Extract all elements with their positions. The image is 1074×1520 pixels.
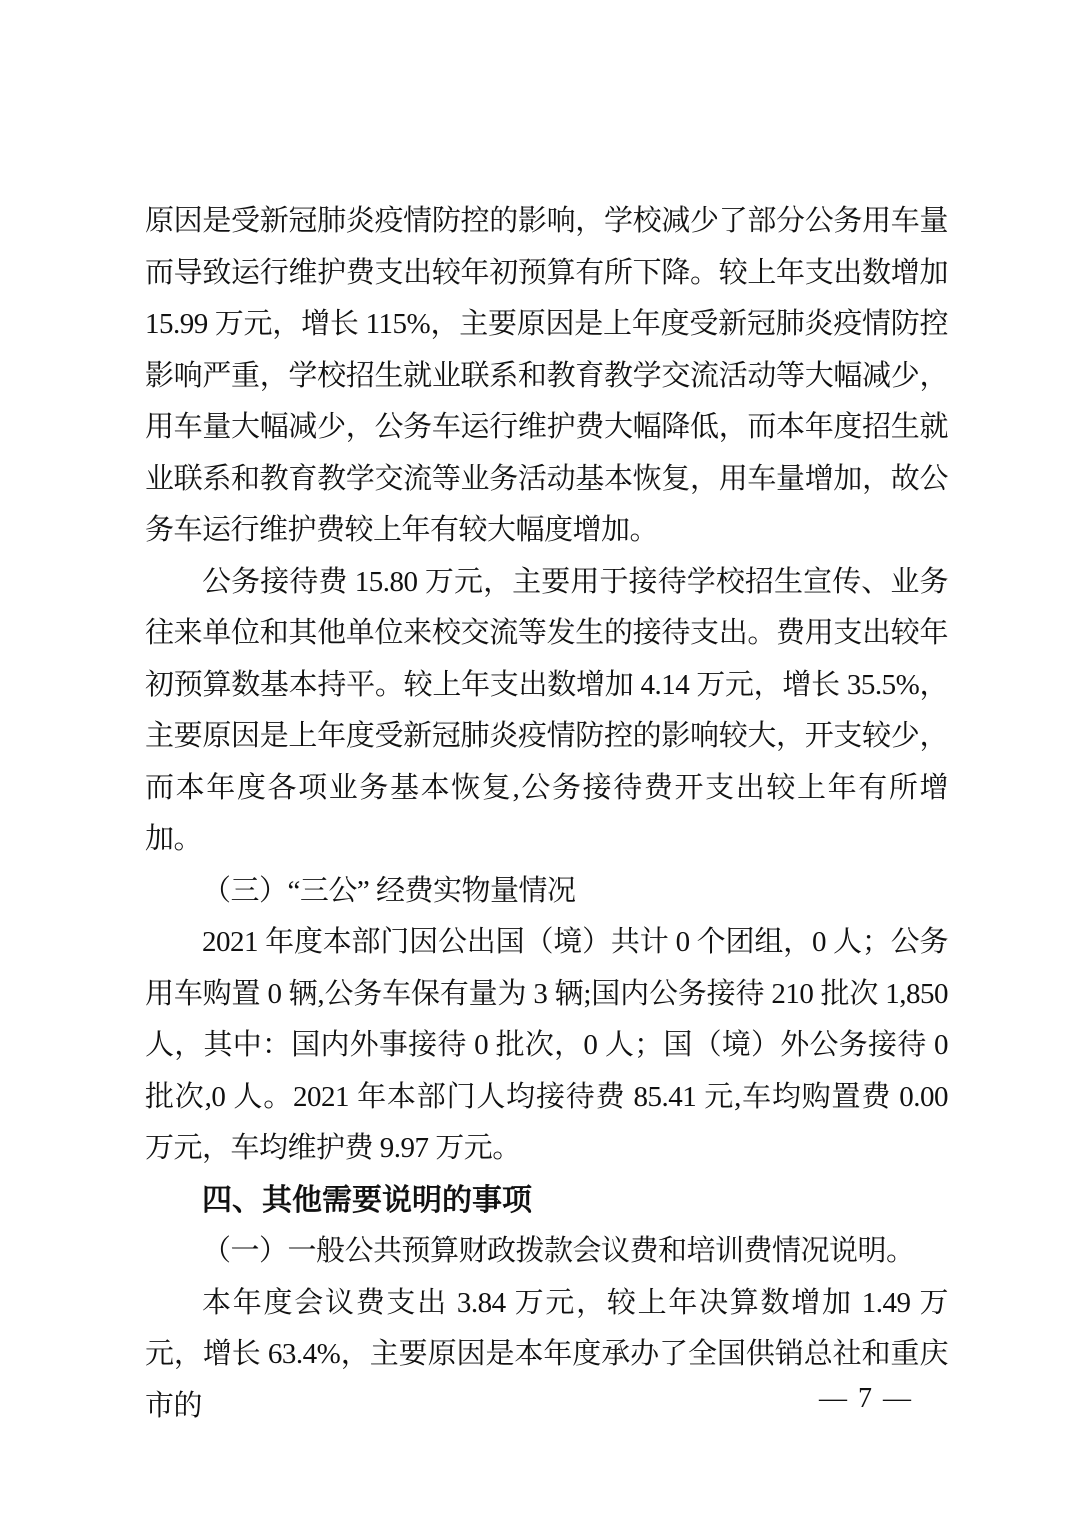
page-number: — 7 — (819, 1383, 913, 1414)
paragraph-meeting-fee: 本年度会议费支出 3.84 万元，较上年决算数增加 1.49 万元，增长 63.4%，主要原因是本年度承办了全国供销总社和重庆市的 (145, 1286, 948, 1422)
paragraph-physical-quantity-details: 2021 年度本部门因公出国（境）共计 0 个团组，0 人；公务用车购置 0 辆,公务车保有量为 3 辆;国内公务接待 210 批次 1,850 人，其中：国内外事接待 0 批次，0 人；国（境）外公务接待 0 批次,0 人。2021 年本部门人均接待费 85.41 元,车均购置费 0.00 万元，车均维护费 9.97 万元。 (145, 926, 948, 1164)
document-body (145, 196, 948, 1432)
paragraph-vehicle-expense-continued: 原因是受新冠肺炎疫情防控的影响，学校减少了部分公务用车量而导致运行维护费支出较年初预算有所下降。较上年支出数增加 15.99 万元，增长 115%，主要原因是上年度受新冠肺炎疫情防控影响严重，学校招生就业联系和教育教学交流活动等大幅减少，用车量大幅减少，公务车运行维护费大幅降低，而本年度招生就业联系和教育教学交流等业务活动基本恢复，用车量增加，故公务车运行维护费较上年有较大幅度增加。 (145, 205, 948, 546)
heading-meeting-training-note: （一）一般公共预算财政拨款会议费和培训费情况说明。 (202, 1235, 915, 1267)
heading-section-four-other-items: 四、其他需要说明的事项 (202, 1183, 532, 1217)
paragraph-official-reception-fee: 公务接待费 15.80 万元，主要用于接待学校招生宣传、业务往来单位和其他单位来校交流等发生的接待支出。费用支出较年初预算数基本持平。较上年支出数增加 4.14 万元，增长 35.5%，主要原因是上年度受新冠肺炎疫情防控的影响较大，开支较少，而本年度各项业务基本恢复,公务接待费开支出较上年有所增加。 (145, 565, 948, 855)
heading-three-public-physical-quantity: （三）“三公” 经费实物量情况 (202, 874, 576, 907)
